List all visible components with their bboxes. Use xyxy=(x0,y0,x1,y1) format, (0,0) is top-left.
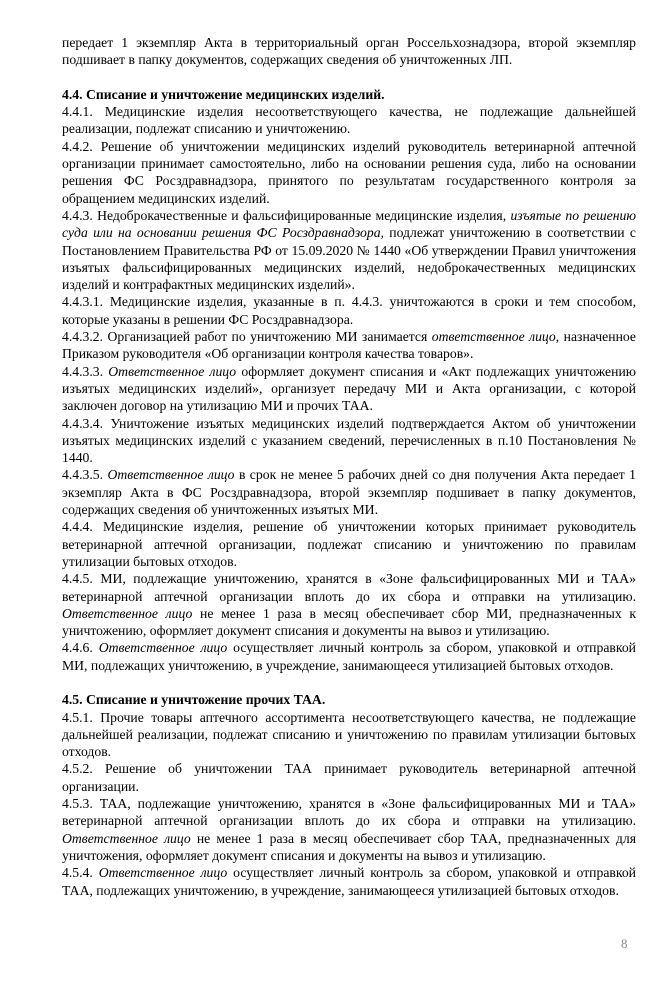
text-run: 4.4.3.2. Организацией работ по уничтожению МИ занимается xyxy=(62,329,432,345)
section-4-5-body xyxy=(62,709,636,899)
paragraph xyxy=(62,103,636,138)
paragraph xyxy=(62,363,636,415)
spacer xyxy=(62,69,636,86)
text-run: 4.5.4. xyxy=(62,865,99,881)
paragraph xyxy=(62,138,636,207)
paragraph xyxy=(62,760,636,795)
text-run: не менее 1 раза в месяц обеспечивает сбор ТАА, предназначенных для уничтожения, оформляет документ списания и документы на вывоз и утилизацию. xyxy=(62,830,636,863)
text-run: осуществляет личный контроль за сбором, упаковкой и отправкой МИ, подлежащих уничтожению, в учреждение, занимающееся утилизацией бытовых отходов. xyxy=(62,640,637,673)
text-run: не менее 1 раза в месяц обеспечивает сбор МИ, предназначенных к уничтожению, оформляет документ списания и документы на вывоз и утилизацию. xyxy=(62,605,636,639)
emphasis-text: Ответственное лицо xyxy=(98,640,228,656)
text-run: оформляет документ списания и «Акт подлежащих уничтожению изъятых медицинских изделий», организует передачу МИ и Акта организации, с которой заключен договор на утилизацию МИ и прочих ТАА. xyxy=(62,363,637,414)
text-run: 4.4.3.3. xyxy=(62,363,109,379)
emphasis-text: Ответственное лицо xyxy=(108,363,237,379)
section-4-4 xyxy=(62,86,636,674)
section-heading: 4.4. Списание и уничтожение медицинских изделий. xyxy=(62,86,385,102)
emphasis-text: Ответственное лицо xyxy=(107,467,235,483)
text-run: 4.4.5. МИ, подлежащие уничтожению, хранятся в «Зоне фальсифицированных МИ и ТАА» ветеринарной аптечной организации вплоть до их сбора и отправки на утилизацию. xyxy=(62,571,636,604)
text-run: 4.5.3. ТАА, подлежащие уничтожению, хранятся в «Зоне фальсифицированных МИ и ТАА» ветеринарной аптечной организации вплоть до их сбора и отправки на утилизацию. xyxy=(62,796,636,829)
text-run: 4.4.3. Недоброкачественные и фальсифицированные медицинские изделия, xyxy=(62,207,511,223)
text-run: 4.4.3.4. Уничтожение изъятых медицинских изделий подтверждается Актом об уничтожении изъятых медицинских изделий с указанием сведений, перечисленных в п.10 Постановления № 1440. xyxy=(62,415,636,466)
paragraph xyxy=(62,293,636,328)
page-number: 8 xyxy=(621,936,628,951)
section-4-5 xyxy=(62,691,636,899)
paragraph xyxy=(62,864,636,899)
text-run: 4.4.6. xyxy=(62,640,99,656)
text-run: 4.4.2. Решение об уничтожении медицинских изделий руководитель ветеринарной аптечной организации принимает самостоятельно, либо на основании решения суда, либо на основании решения ФС Росздравнадзора, принятого по результатам государственного контроля за обращением медицинских изделий. xyxy=(62,138,636,206)
emphasis-text: Ответственное лицо xyxy=(98,865,228,881)
spacer xyxy=(62,674,636,691)
text-run: 4.5.1. Прочие товары аптечного ассортимента несоответствующего качества, не подлежащие дальнейшей реализации, подлежат списанию и уничтожению по правилам утилизации бытовых отходов. xyxy=(62,709,636,760)
text-run: 4.5.2. Решение об уничтожении ТАА принимает руководитель ветеринарной аптечной организации. xyxy=(62,761,636,794)
text-run: осуществляет личный контроль за сбором, упаковкой и отправкой ТАА, подлежащих уничтожению, в учреждение, занимающееся утилизацией бытовых отходов. xyxy=(62,865,637,898)
text-run: 4.4.4. Медицинские изделия, решение об уничтожении которых принимает руководитель ветеринарной аптечной организации, подлежат списанию и уничтожению по правилам утилизации бытовых отходов. xyxy=(62,519,636,569)
paragraph xyxy=(62,709,636,761)
emphasis-text: ответственное лицо xyxy=(431,329,556,345)
emphasis-text: изъятые по решению суда или на основании решения ФС Росздравнадзора, xyxy=(62,207,636,241)
paragraph xyxy=(62,570,636,639)
text-run: подлежат уничтожению в соответствии с Постановлением Правительства РФ от 15.09.2020 № 1440 «Об утверждении Правил уничтожения изъятых фальсифицированных медицинских изделий, недоброкачественных медицинских изделий и контрафактных медицинских изделий». xyxy=(62,225,636,293)
paragraph xyxy=(62,518,636,570)
text-run: в срок не менее 5 рабочих дней со дня получения Акта передает 1 экземпляр Акта в ФС Росздравнадзора, второй экземпляр подшивает в папку документов, содержащих сведения об уничтоженных изъятых МИ. xyxy=(62,467,637,518)
emphasis-text: Ответственное лицо xyxy=(62,830,191,846)
text-run: 4.4.1. Медицинские изделия несоответствующего качества, не подлежащие дальнейшей реализации, подлежат списанию и уничтожению. xyxy=(62,104,636,137)
text-run: передает 1 экземпляр Акта в территориальный орган Россельхознадзора, второй экземпляр подшивает в папку документов, содержащих сведения об уничтоженных ЛП. xyxy=(62,35,636,68)
paragraph xyxy=(62,639,636,674)
text-run: 4.4.3.5. xyxy=(62,467,108,483)
text-run: 4.4.3.1. Медицинские изделия, указанные в п. 4.4.3. уничтожаются в сроки и тем способом, которые указаны в решении ФС Росздравнадзора. xyxy=(62,294,636,327)
paragraph xyxy=(62,207,636,293)
paragraph xyxy=(62,795,636,864)
text-run: , назначенное Приказом руководителя «Об организации контроля качества товаров». xyxy=(62,329,636,362)
section-heading: 4.5. Списание и уничтожение прочих ТАА. xyxy=(62,692,326,708)
intro-paragraph xyxy=(62,34,636,69)
document-page xyxy=(62,34,636,899)
emphasis-text: Ответственное лицо xyxy=(62,605,193,621)
paragraph xyxy=(62,466,636,518)
paragraph xyxy=(62,328,636,363)
paragraph xyxy=(62,415,636,467)
section-4-4-body xyxy=(62,103,636,674)
